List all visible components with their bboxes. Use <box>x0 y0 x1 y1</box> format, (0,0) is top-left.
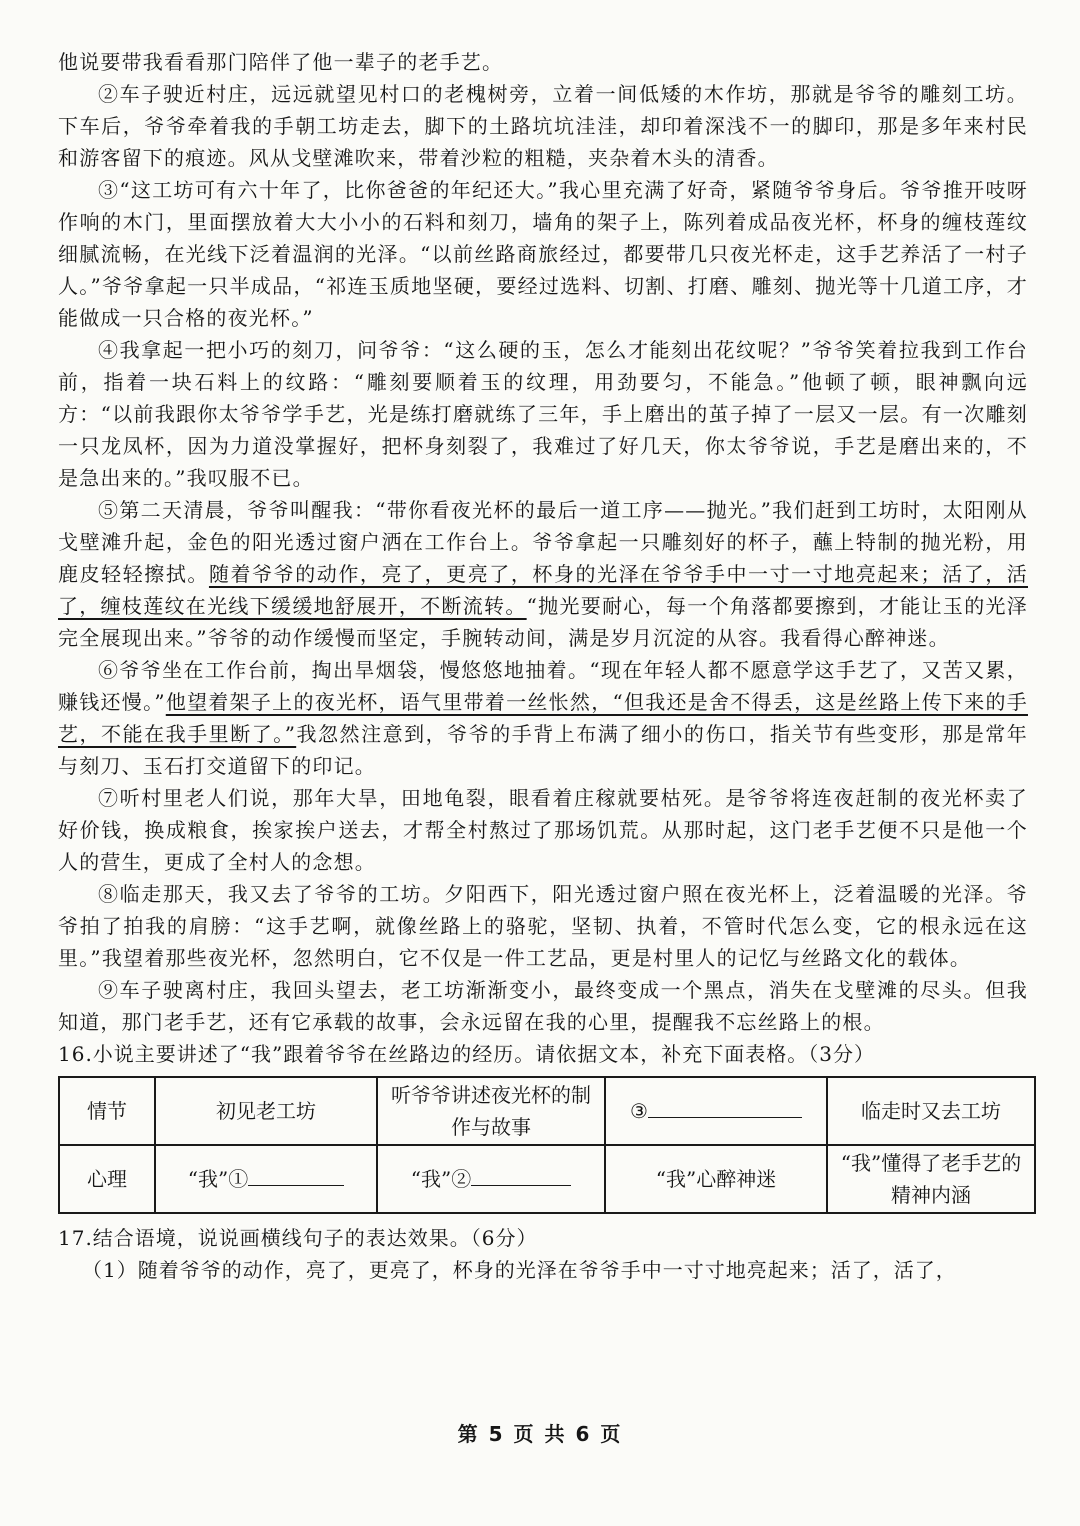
underlined-sentence-2: 他望着架子上的夜光杯，语气里带着一丝怅然，“但我还是舍不得丢，这是丝路上传下来的手艺，不能在我手里断了。” <box>58 690 1028 746</box>
plot-psychology-table <box>58 1076 1036 1214</box>
passage-paragraph-7: ⑦听村里老人们说，那年大旱，田地龟裂，眼看着庄稼就要枯死。是爷爷将连夜赶制的夜光杯卖了好价钱，换成粮食，挨家挨户送去，才帮全村熬过了那场饥荒。从那时起，这门老手艺便不只是他一个人的营生，更成了全村人的念想。 <box>58 786 1028 874</box>
table-cell: 听爷爷讲述夜光杯的制作与故事 <box>377 1077 605 1145</box>
table-header-psychology: 心理 <box>59 1145 155 1213</box>
passage-paragraph-6 <box>58 654 1028 782</box>
passage-paragraph-2: ②车子驶近村庄，远远就望见村口的老槐树旁，立着一间低矮的木作坊，那就是爷爷的雕刻工坊。下车后，爷爷牵着我的手朝工坊走去，脚下的土路坑坑洼洼，却印着深浅不一的脚印，那是多年来村民和游客留下的痕迹。风从戈壁滩吹来，带着沙粒的粗糙，夹杂着木头的清香。 <box>58 82 1028 170</box>
paragraph-6-text-a: ⑥爷爷坐在工作台前，掏出旱烟袋，慢悠悠地抽着。“现在年轻人都不愿意学这手艺了，又苦又累，赚钱还慢。” <box>58 658 1028 714</box>
table-cell: “我”懂得了老手艺的精神内涵 <box>827 1145 1035 1213</box>
underlined-sentence-1: 随着爷爷的动作，亮了，更亮了，杯身的光泽在爷爷手中一寸一寸地亮起来；活了，活了，缠枝莲纹在光线下缓缓地舒展开，不断流转。 <box>58 562 1028 618</box>
question-17-sub-1: （1）随着爷爷的动作，亮了，更亮了，杯身的光泽在爷爷手中一寸寸地亮起来；活了，活了， <box>82 1258 957 1282</box>
passage-paragraph-3: ③“这工坊可有六十年了，比你爸爸的年纪还大。”我心里充满了好奇，紧随爷爷身后。爷爷推开吱呀作响的木门，里面摆放着大大小小的石料和刻刀，墙角的架子上，陈列着成品夜光杯，杯身的缠枝莲纹细腻流畅，在光线下泛着温润的光泽。“以前丝路商旅经过，都要带几只夜光杯走，这手艺养活了一村子人。”爷爷拿起一只半成品，“祁连玉质地坚硬，要经过选料、切割、打磨、雕刻、抛光等十几道工序，才能做成一只合格的夜光杯。” <box>58 178 1028 330</box>
passage-paragraph-4: ④我拿起一把小巧的刻刀，问爷爷：“这么硬的玉，怎么才能刻出花纹呢？”爷爷笑着拉我到工作台前，指着一块石料上的纹路：“雕刻要顺着玉的纹理，用劲要匀，不能急。”他顿了顿，眼神飘向远方：“以前我跟你太爷爷学手艺，光是练打磨就练了三年，手上磨出的茧子掉了一层又一层。有一次雕刻一只龙凤杯，因为力道没掌握好，把杯身刻裂了，我难过了好几天，你太爷爷说，手艺是磨出来的，不是急出来的。”我叹服不已。 <box>58 338 1028 490</box>
paragraph-5-text-a: ⑤第二天清晨，爷爷叫醒我：“带你看夜光杯的最后一道工序——抛光。”我们赶到工坊时，太阳刚从戈壁滩升起，金色的阳光透过窗户洒在工作台上。爷爷拿起一只雕刻好的杯子，蘸上特制的抛光粉，用鹿皮轻轻擦拭。 <box>58 498 1028 586</box>
page-number-footer: 第 5 页 共 6 页 <box>457 1422 623 1446</box>
paragraph-5-text-b: “抛光要耐心，每一个角落都要擦到，才能让玉的光泽完全展现出来。”爷爷的动作缓慢而坚定，手腕转动间，满是岁月沉淀的从容。我看得心醉神迷。 <box>58 594 1028 650</box>
answer-blank-3[interactable]: ③ <box>605 1077 827 1145</box>
passage-paragraph-5 <box>58 494 1028 654</box>
table-row-psychology <box>59 1145 1035 1213</box>
answer-blank-2[interactable]: “我”② <box>377 1145 605 1213</box>
paragraph-6-text-b: 我忽然注意到，爷爷的手背上布满了细小的伤口，指关节有些变形，那是常年与刻刀、玉石打交道留下的印记。 <box>58 722 1028 778</box>
passage-paragraph-1-end: 他说要带我看看那门陪伴了他一辈子的老手艺。 <box>58 50 504 74</box>
passage-paragraph-9: ⑨车子驶离村庄，我回头望去，老工坊渐渐变小，最终变成一个黑点，消失在戈壁滩的尽头。但我知道，那门老手艺，还有它承载的故事，会永远留在我的心里，提醒我不忘丝路上的根。 <box>58 978 1028 1034</box>
table-cell: 初见老工坊 <box>155 1077 377 1145</box>
table-header-plot: 情节 <box>59 1077 155 1145</box>
passage-paragraph-8: ⑧临走那天，我又去了爷爷的工坊。夕阳西下，阳光透过窗户照在夜光杯上，泛着温暖的光泽。爷爷拍了拍我的肩膀：“这手艺啊，就像丝路上的骆驼，坚韧、执着，不管时代怎么变，它的根永远在这里。”我望着那些夜光杯，忽然明白，它不仅是一件工艺品，更是村里人的记忆与丝路文化的载体。 <box>58 882 1028 970</box>
question-17-prompt: 17.结合语境，说说画横线句子的表达效果。（6分） <box>58 1226 538 1250</box>
answer-blank-1[interactable]: “我”① <box>155 1145 377 1213</box>
table-row-plot <box>59 1077 1035 1145</box>
table-cell: 临走时又去工坊 <box>827 1077 1035 1145</box>
table-cell: “我”心醉神迷 <box>605 1145 827 1213</box>
question-16-prompt: 16.小说主要讲述了“我”跟着爷爷在丝路边的经历。请依据文本，补充下面表格。（3分） <box>58 1042 875 1066</box>
